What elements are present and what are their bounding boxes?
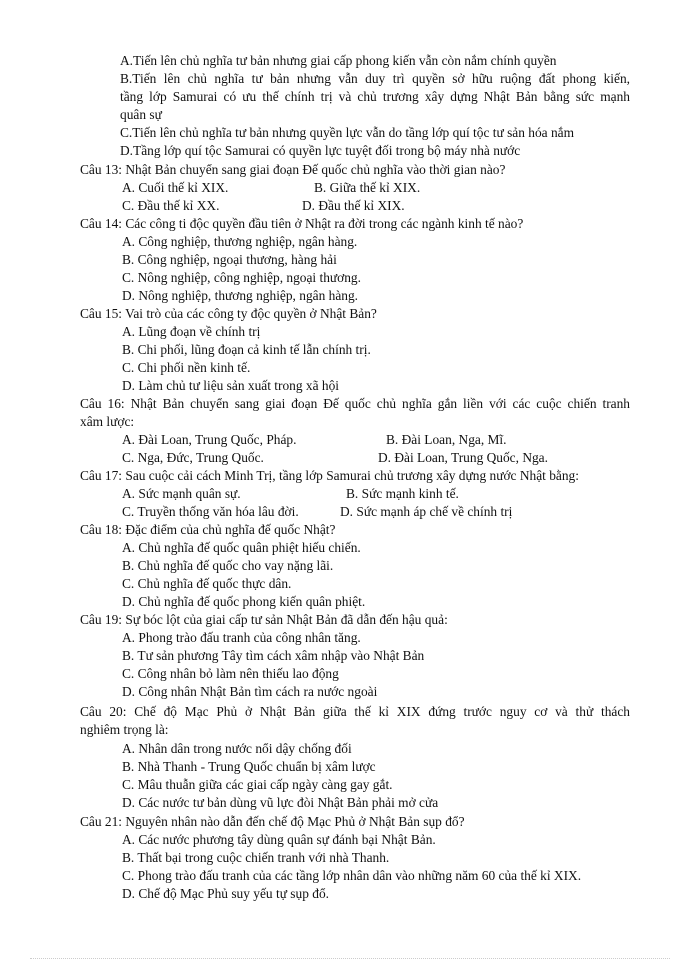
q13-option-d: D. Đầu thế kỉ XIX.	[302, 198, 405, 213]
q18-option-a: A. Chủ nghĩa đế quốc quân phiệt hiếu chiến.	[122, 540, 361, 555]
q14-option-a: A. Công nghiệp, thương nghiệp, ngân hàng.	[122, 234, 358, 249]
q19-option-a: A. Phong trào đấu tranh của công nhân tăng.	[122, 630, 361, 645]
q14-option-b: B. Công nghiệp, ngoại thương, hàng hải	[122, 252, 337, 267]
q16-question-line2: xâm lược:	[80, 414, 135, 429]
q18-option-b: B. Chủ nghĩa đế quốc cho vay nặng lãi.	[122, 558, 334, 573]
q20-question-line2: nghiêm trọng là:	[80, 722, 169, 737]
q15-option-b: B. Chi phối, lũng đoạn cả kinh tế lẫn chính trị.	[122, 342, 371, 357]
q20-option-a: A. Nhân dân trong nước nổi dậy chống đối	[122, 741, 352, 756]
lead-option-b-line1: B.Tiến lên chủ nghĩa tư bản nhưng vẫn duy trì quyền sở hữu ruộng đất phong kiến,	[120, 71, 630, 86]
lead-option-c: C.Tiến lên chủ nghĩa tư bản nhưng quyền lực vẫn do tầng lớp quí tộc tư sản hóa nắm	[120, 125, 575, 140]
q13-option-a: A. Cuối thế kỉ XIX.	[122, 180, 229, 195]
lead-option-b-line3: quân sự	[120, 107, 162, 122]
q13-option-b: B. Giữa thế kỉ XIX.	[314, 180, 421, 195]
q18-option-d: D. Chủ nghĩa đế quốc phong kiến quân phiệt.	[122, 594, 366, 609]
q14-option-c: C. Nông nghiệp, công nghiệp, ngoại thương.	[122, 270, 361, 285]
q21-option-d: D. Chế độ Mạc Phủ suy yếu tự sụp đổ.	[122, 886, 329, 901]
q20-question-line1: Câu 20: Chế độ Mạc Phủ ở Nhật Bản giữa thế kỉ XIX đứng trước nguy cơ và thử thách	[80, 704, 630, 719]
q17-option-c: C. Truyền thống văn hóa lâu đời.	[122, 504, 299, 519]
lead-option-a: A.Tiến lên chủ nghĩa tư bản nhưng giai cấp phong kiến vẫn còn nắm chính quyền	[120, 53, 557, 68]
q21-question: Câu 21: Nguyên nhân nào dẫn đến chế độ Mạc Phủ ở Nhật Bản sụp đổ?	[80, 814, 465, 829]
q16-option-a: A. Đài Loan, Trung Quốc, Pháp.	[122, 432, 297, 447]
q20-option-b: B. Nhà Thanh - Trung Quốc chuẩn bị xâm lược	[122, 759, 376, 774]
q15-option-a: A. Lũng đoạn về chính trị	[122, 324, 261, 339]
q21-option-b: B. Thất bại trong cuộc chiến tranh với nhà Thanh.	[122, 850, 390, 865]
q17-option-b: B. Sức mạnh kinh tế.	[346, 486, 459, 501]
q17-option-d: D. Sức mạnh áp chế về chính trị	[340, 504, 513, 519]
page-bottom-divider	[30, 958, 670, 959]
q17-option-a: A. Sức mạnh quân sự.	[122, 486, 241, 501]
q16-option-b: B. Đài Loan, Nga, Mĩ.	[386, 432, 507, 447]
q16-question-line1: Câu 16: Nhật Bản chuyển sang giai đoạn Đế quốc chủ nghĩa gắn liền với các cuộc chiến tranh	[80, 396, 630, 411]
q19-question: Câu 19: Sự bóc lột của giai cấp tư sản Nhật Bản đã dẫn đến hậu quả:	[80, 612, 448, 627]
q15-question: Câu 15: Vai trò của các công ty độc quyền ở Nhật Bản?	[80, 306, 377, 321]
q18-option-c: C. Chủ nghĩa đế quốc thực dân.	[122, 576, 292, 591]
q13-question: Câu 13: Nhật Bản chuyển sang giai đoạn Đế quốc chủ nghĩa vào thời gian nào?	[80, 162, 506, 177]
q19-option-c: C. Công nhân bỏ làm nên thiếu lao động	[122, 666, 339, 681]
q14-option-d: D. Nông nghiệp, thương nghiệp, ngân hàng.	[122, 288, 358, 303]
lead-option-d: D.Tầng lớp quí tộc Samurai có quyền lực tuyệt đối trong bộ máy nhà nước	[120, 143, 521, 158]
q21-option-c: C. Phong trào đấu tranh của các tầng lớp nhân dân vào những năm 60 của thế kỉ XIX.	[122, 868, 582, 883]
q13-option-c: C. Đầu thế kỉ XX.	[122, 198, 220, 213]
q16-option-d: D. Đài Loan, Trung Quốc, Nga.	[378, 450, 548, 465]
q15-option-d: D. Làm chủ tư liệu sản xuất trong xã hội	[122, 378, 339, 393]
q20-option-c: C. Mâu thuẫn giữa các giai cấp ngày càng gay gắt.	[122, 777, 393, 792]
q15-option-c: C. Chi phối nền kinh tế.	[122, 360, 251, 375]
q20-option-d: D. Các nước tư bản dùng vũ lực đòi Nhật Bản phải mở cửa	[122, 795, 439, 810]
q14-question: Câu 14: Các công ti độc quyền đầu tiên ở Nhật ra đời trong các ngành kinh tế nào?	[80, 216, 524, 231]
q18-question: Câu 18: Đặc điểm của chủ nghĩa đế quốc Nhật?	[80, 522, 336, 537]
q19-option-d: D. Công nhân Nhật Bản tìm cách ra nước ngoài	[122, 684, 378, 699]
q19-option-b: B. Tư sản phương Tây tìm cách xâm nhập vào Nhật Bản	[122, 648, 425, 663]
q17-question: Câu 17: Sau cuộc cải cách Minh Trị, tầng lớp Samurai chủ trương xây dựng nước Nhật bằng:	[80, 468, 579, 483]
q21-option-a: A. Các nước phương tây dùng quân sự đánh bại Nhật Bản.	[122, 832, 436, 847]
q16-option-c: C. Nga, Đức, Trung Quốc.	[122, 450, 264, 465]
lead-option-b-line2: tầng lớp Samurai có ưu thế chính trị và chủ trương xây dựng Nhật Bản bằng sức mạnh	[120, 89, 630, 104]
